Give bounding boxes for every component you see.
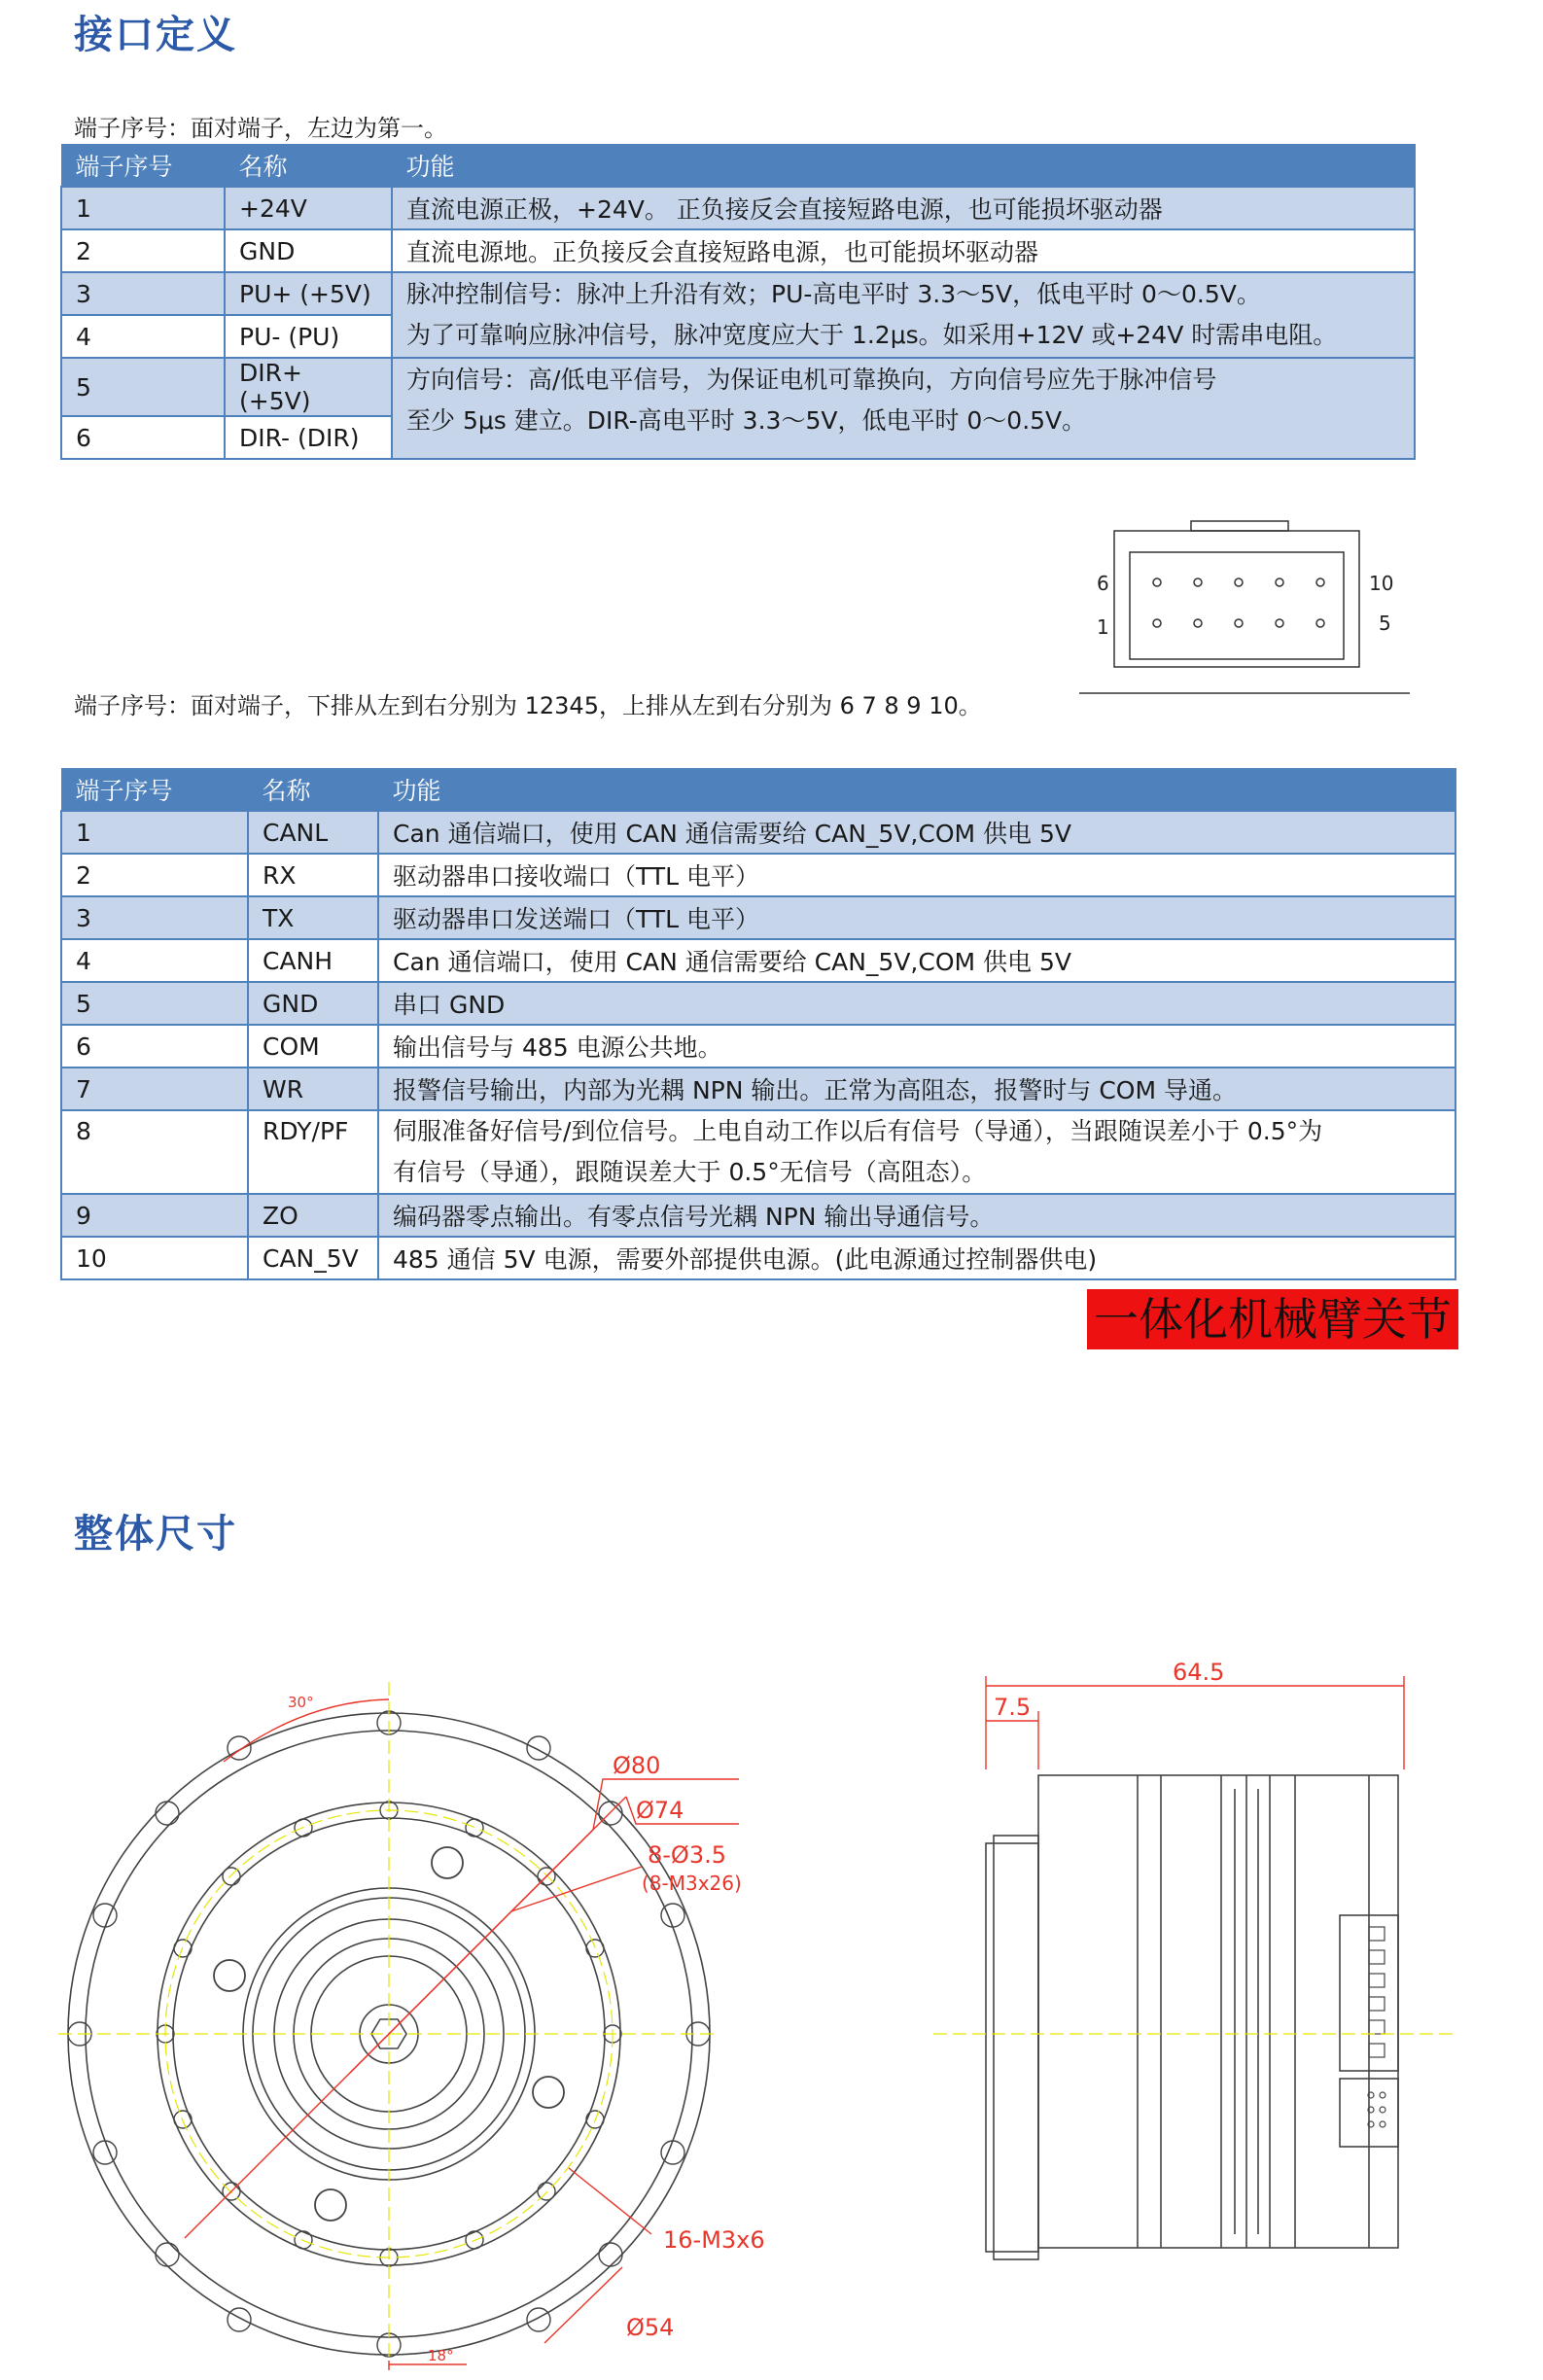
header-terminal-no: 端子序号 [61,769,248,812]
cell-name: CAN_5V [248,1237,378,1279]
cell-no: 4 [61,315,225,358]
func-dir-line1: 方向信号：高/低电平信号，为保证电机可靠换向，方向信号应先于脉冲信号 [406,366,1217,394]
cell-func: 驱动器串口发送端口（TTL 电平） [378,896,1455,939]
table-row [61,896,1455,939]
cell-no: 2 [61,854,248,896]
table-header [61,769,1455,812]
table-header [61,145,1415,188]
cell-no: 5 [61,358,225,416]
cell-no: 1 [61,187,225,229]
header-function: 功能 [378,769,1455,812]
section-title-interface: 接口定义 [74,13,237,57]
dim-dia54: Ø54 [626,2314,675,2341]
table-row [61,1110,1455,1194]
cell-no: 6 [61,1025,248,1068]
cell-no: 7 [61,1068,248,1110]
func-dir-line2: 至少 5μs 建立。DIR-高电平时 3.3～5V，低电平时 0～0.5V。 [406,406,1087,435]
cell-name: CANL [248,811,378,854]
pin-label-1: 1 [1097,615,1109,639]
cell-no: 10 [61,1237,248,1279]
cell-no: 4 [61,939,248,982]
dim-holes: 8-Ø3.5 [648,1841,726,1869]
cell-func: 输出信号与 485 电源公共地。 [378,1025,1455,1068]
header-name: 名称 [248,769,378,812]
pin-label-5: 5 [1379,612,1391,635]
cell-no: 6 [61,416,225,459]
table-row [61,1068,1455,1110]
dim-dia74: Ø74 [636,1797,684,1824]
table-row [61,1194,1455,1237]
dim-length: 64.5 [1173,1659,1225,1686]
cell-name: TX [248,896,378,939]
table-row [61,187,1415,229]
power-signal-table [60,144,1416,460]
cell-func: 直流电源地。正负接反会直接短路电源，也可能损坏驱动器 [392,229,1415,272]
cell-no: 1 [61,811,248,854]
cell-func: 编码器零点输出。有零点信号光耦 NPN 输出导通信号。 [378,1194,1455,1237]
func-rdy-line2: 有信号（导通），跟随误差大于 0.5°无信号（高阻态）。 [393,1158,987,1186]
side-view-drawing [933,1653,1478,2275]
caption-terminal-order: 端子序号：面对端子，左边为第一。 [74,115,447,142]
connector-pins-side [1368,1927,1385,2127]
cell-name: ZO [248,1194,378,1237]
dim-holes-thread: (8-M3x26) [642,1872,742,1895]
cell-func: Can 通信端口，使用 CAN 通信需要给 CAN_5V,COM 供电 5V [378,939,1455,982]
cell-name: +24V [225,187,392,229]
cell-name: RDY/PF [248,1110,378,1194]
cell-func: 驱动器串口接收端口（TTL 电平） [378,854,1455,896]
header-terminal-no: 端子序号 [61,145,225,188]
io-signal-table [60,768,1456,1280]
table-row [61,939,1455,982]
table-row [61,358,1415,416]
table-row [61,1237,1455,1279]
table-row [61,811,1455,854]
cell-func: 报警信号输出，内部为光耦 NPN 输出。正常为高阻态，报警时与 COM 导通。 [378,1068,1455,1110]
cell-no: 3 [61,896,248,939]
dim-offset: 7.5 [994,1694,1032,1721]
cell-func [378,1110,1455,1194]
cell-func: Can 通信端口，使用 CAN 通信需要给 CAN_5V,COM 供电 5V [378,811,1455,854]
pin-label-6: 6 [1097,572,1109,595]
cell-name: DIR- (DIR) [225,416,392,459]
angle-30: 30° [288,1694,314,1711]
table-row [61,982,1455,1025]
cell-func-pulse [392,272,1415,358]
cell-name: RX [248,854,378,896]
cell-func: 485 通信 5V 电源，需要外部提供电源。(此电源通过控制器供电) [378,1237,1455,1279]
angle-18: 18° [428,2347,454,2364]
cell-name: PU+ (+5V) [225,272,392,315]
table-row [61,1025,1455,1068]
pin-label-10: 10 [1369,572,1394,595]
table-row [61,272,1415,315]
cell-name: GND [248,982,378,1025]
func-rdy-line1: 伺服准备好信号/到位信号。上电自动工作以后有信号（导通），当跟随误差小于 0.5°为 [393,1117,1323,1145]
caption-connector-order: 端子序号：面对端子，下排从左到右分别为 12345，上排从左到右分别为 6 7 8 9 10。 [74,692,982,719]
dim-dia80: Ø80 [613,1752,661,1779]
cell-name: DIR+ (+5V) [225,358,392,416]
cell-name: CANH [248,939,378,982]
dim-thread16: 16-M3x6 [663,2226,765,2254]
section-title-dimensions: 整体尺寸 [74,1512,237,1557]
cell-no: 5 [61,982,248,1025]
func-pulse-line1: 脉冲控制信号：脉冲上升沿有效；PU-高电平时 3.3～5V，低电平时 0～0.5V。 [406,280,1261,308]
cell-name: GND [225,229,392,272]
cell-no: 9 [61,1194,248,1237]
table-row [61,229,1415,272]
connector-diagram [1070,513,1420,708]
cell-func: 串口 GND [378,982,1455,1025]
header-name: 名称 [225,145,392,188]
cell-name: COM [248,1025,378,1068]
header-function: 功能 [392,145,1415,188]
cell-name: PU- (PU) [225,315,392,358]
cell-name: WR [248,1068,378,1110]
cell-func-direction [392,358,1415,459]
product-banner: 一体化机械臂关节 [1087,1289,1458,1349]
front-view-drawing [58,1672,765,2372]
cell-no: 3 [61,272,225,315]
table-row [61,854,1455,896]
func-pulse-line2: 为了可靠响应脉冲信号，脉冲宽度应大于 1.2μs。如采用+12V 或+24V 时需串电阻。 [406,321,1338,349]
cell-func: 直流电源正极，+24V。 正负接反会直接短路电源，也可能损坏驱动器 [392,187,1415,229]
cell-no: 2 [61,229,225,272]
cell-no: 8 [61,1110,248,1194]
